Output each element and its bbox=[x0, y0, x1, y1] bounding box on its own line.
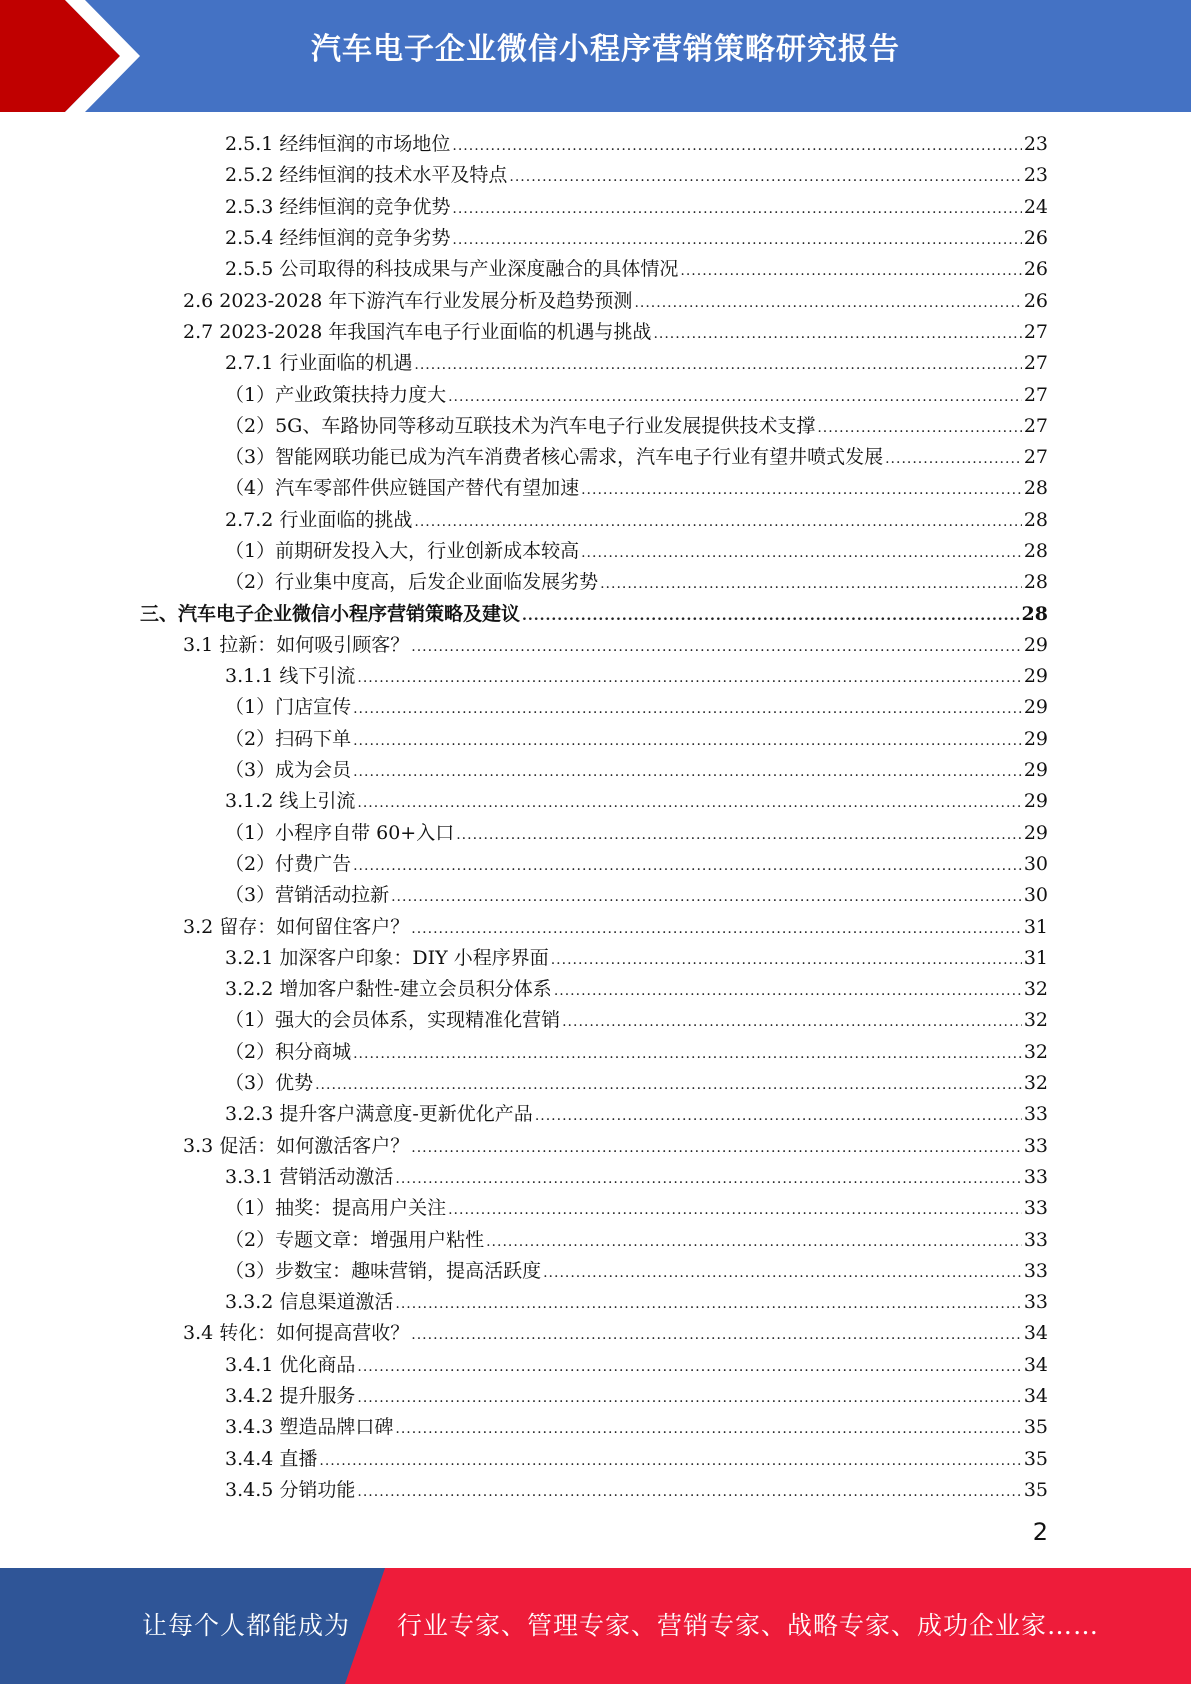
toc-entry-page: 34 bbox=[1023, 1353, 1048, 1376]
toc-entry-line bbox=[225, 1225, 1048, 1252]
toc-entry-line bbox=[225, 1162, 1048, 1189]
toc-entry[interactable] bbox=[0, 190, 1191, 221]
toc-dot-leader bbox=[319, 1453, 1021, 1469]
toc-dot-leader bbox=[414, 357, 1021, 373]
toc-dot-leader bbox=[509, 169, 1021, 185]
toc-entry-line bbox=[225, 223, 1048, 250]
toc-dot-leader bbox=[581, 482, 1022, 498]
toc-dot-leader bbox=[391, 889, 1022, 905]
toc-entry-page: 31 bbox=[1023, 915, 1048, 938]
toc-entry-line bbox=[225, 1350, 1048, 1377]
toc-entry[interactable] bbox=[0, 909, 1191, 940]
toc-entry[interactable] bbox=[0, 283, 1191, 314]
toc-entry-label: 3.2.3 提升客户满意度-更新优化产品 bbox=[225, 1103, 533, 1126]
toc-entry-label: （3）营销活动拉新 bbox=[225, 884, 390, 907]
page-number: 2 bbox=[1032, 1518, 1048, 1546]
toc-dot-leader bbox=[581, 545, 1022, 561]
toc-entry-label: （3）优势 bbox=[225, 1072, 314, 1095]
toc-dot-leader bbox=[600, 576, 1022, 592]
toc-entry-page: 35 bbox=[1023, 1478, 1048, 1501]
toc-entry-page: 27 bbox=[1023, 320, 1048, 343]
toc-entry-line bbox=[225, 755, 1048, 782]
toc-entry-label: 2.5.4 经纬恒润的竞争劣势 bbox=[225, 227, 451, 250]
toc-entry-line bbox=[183, 912, 1048, 939]
toc-dot-leader bbox=[885, 451, 1022, 467]
toc-entry-page: 32 bbox=[1023, 1009, 1048, 1032]
toc-dot-leader bbox=[353, 733, 1022, 749]
toc-entry-line bbox=[225, 505, 1048, 532]
toc-entry-line bbox=[183, 630, 1048, 657]
toc-dot-leader bbox=[653, 326, 1021, 342]
toc-entry[interactable] bbox=[0, 315, 1191, 346]
toc-dot-leader bbox=[353, 701, 1022, 717]
toc-dot-leader bbox=[554, 983, 1022, 999]
toc-entry-line bbox=[225, 129, 1048, 156]
toc-entry[interactable] bbox=[0, 1254, 1191, 1285]
toc-entry-page: 29 bbox=[1023, 665, 1048, 688]
toc-entry-page: 32 bbox=[1023, 1040, 1048, 1063]
toc-entry-page: 32 bbox=[1023, 978, 1048, 1001]
toc-entry-line bbox=[225, 1381, 1048, 1408]
toc-entry-label: （4）汽车零部件供应链国产替代有望加速 bbox=[225, 477, 580, 500]
toc-entry-page: 30 bbox=[1023, 884, 1048, 907]
toc-entry[interactable] bbox=[0, 127, 1191, 158]
toc-entry-line bbox=[183, 286, 1048, 313]
toc-entry-label: 2.5.5 公司取得的科技成果与产业深度融合的具体情况 bbox=[225, 258, 679, 281]
toc-entry-label: （2）扫码下单 bbox=[225, 727, 352, 750]
toc-dot-leader bbox=[395, 1171, 1021, 1187]
toc-entry[interactable] bbox=[0, 1097, 1191, 1128]
toc-entry[interactable] bbox=[0, 1316, 1191, 1347]
toc-dot-leader bbox=[414, 514, 1021, 530]
toc-dot-leader bbox=[353, 764, 1022, 780]
toc-dot-leader bbox=[357, 670, 1021, 686]
toc-entry-line bbox=[183, 317, 1048, 344]
toc-entry-label: 3.3 促活：如何激活客户？ bbox=[183, 1134, 410, 1157]
toc-entry-label: 2.5.1 经纬恒润的市场地位 bbox=[225, 133, 451, 156]
toc-entry-label: （1）抽奖：提高用户关注 bbox=[225, 1197, 447, 1220]
toc-dot-leader bbox=[315, 1077, 1022, 1093]
toc-entry-page: 33 bbox=[1023, 1197, 1048, 1220]
toc-entry-line bbox=[225, 849, 1048, 876]
toc-entry-label: 3.4.1 优化商品 bbox=[225, 1353, 356, 1376]
toc-entry[interactable] bbox=[0, 722, 1191, 753]
toc-entry-page: 34 bbox=[1023, 1385, 1048, 1408]
toc-entry-page: 29 bbox=[1023, 633, 1048, 656]
toc-entry-page: 29 bbox=[1023, 821, 1048, 844]
toc-entry-label: 3.1.2 线上引流 bbox=[225, 790, 356, 813]
toc-entry-label: 3.4.3 塑造品牌口碑 bbox=[225, 1416, 394, 1439]
toc-entry-label: 三、汽车电子企业微信小程序营销策略及建议 bbox=[140, 602, 521, 625]
toc-entry-label: 2.5.2 经纬恒润的技术水平及特点 bbox=[225, 164, 508, 187]
toc-dot-leader bbox=[448, 1202, 1022, 1218]
toc-entry-page: 28 bbox=[1021, 602, 1048, 625]
toc-entry-label: （1）门店宣传 bbox=[225, 696, 352, 719]
toc-entry-label: 3.2.1 加深客户印象：DIY 小程序界面 bbox=[225, 946, 549, 969]
toc-entry-label: 3.4 转化：如何提高营收？ bbox=[183, 1322, 410, 1345]
toc-entry-line bbox=[225, 473, 1048, 500]
toc-entry-line bbox=[225, 380, 1048, 407]
toc-entry-line bbox=[225, 974, 1048, 1001]
toc-entry-page: 28 bbox=[1023, 508, 1048, 531]
toc-entry[interactable] bbox=[0, 628, 1191, 659]
toc-entry-page: 28 bbox=[1023, 540, 1048, 562]
toc-entry[interactable] bbox=[0, 972, 1191, 1003]
toc-entry-label: （3）步数宝：趣味营销，提高活跃度 bbox=[225, 1259, 542, 1282]
toc-entry-page: 34 bbox=[1023, 1322, 1048, 1345]
toc-entry-page: 33 bbox=[1023, 1103, 1048, 1126]
toc-entry-page: 26 bbox=[1023, 289, 1048, 312]
toc-entry-label: （2）积分商城 bbox=[225, 1040, 352, 1063]
toc-entry-label: 3.1 拉新：如何吸引顾客？ bbox=[183, 633, 410, 656]
toc-entry[interactable] bbox=[0, 1410, 1191, 1441]
toc-entry[interactable] bbox=[0, 1285, 1191, 1316]
toc-dot-leader bbox=[411, 1140, 1022, 1156]
toc-entry-line bbox=[225, 192, 1048, 219]
toc-entry-line bbox=[225, 786, 1048, 813]
toc-entry-line bbox=[225, 943, 1048, 970]
toc-entry-label: （2）专题文章：增强用户粘性 bbox=[225, 1228, 485, 1251]
toc-entry[interactable] bbox=[0, 440, 1191, 471]
toc-entry-line bbox=[183, 1318, 1048, 1345]
toc-dot-leader bbox=[448, 389, 1022, 405]
toc-dot-leader bbox=[411, 921, 1022, 937]
toc-entry[interactable] bbox=[0, 847, 1191, 878]
toc-entry-label: 3.1.1 线下引流 bbox=[225, 665, 356, 688]
toc-entry-label: 2.7 2023-2028 年我国汽车电子行业面临的机遇与挑战 bbox=[183, 320, 652, 343]
toc-entry[interactable] bbox=[0, 1441, 1191, 1472]
toc-entry-line bbox=[225, 1037, 1048, 1064]
toc-entry-line bbox=[225, 818, 1048, 845]
toc-entry[interactable] bbox=[0, 534, 1191, 565]
toc-entry[interactable] bbox=[0, 1379, 1191, 1410]
toc-entry-page: 31 bbox=[1023, 946, 1048, 969]
toc-entry-line bbox=[225, 1256, 1048, 1283]
toc-entry[interactable] bbox=[0, 252, 1191, 283]
toc-dot-leader bbox=[551, 952, 1022, 968]
report-title: 汽车电子企业微信小程序营销策略研究报告 bbox=[311, 32, 900, 67]
toc-entry-line bbox=[225, 411, 1048, 438]
toc-entry-page: 29 bbox=[1023, 790, 1048, 813]
toc-dot-leader bbox=[357, 1484, 1021, 1500]
toc-entry-page: 30 bbox=[1023, 852, 1048, 875]
toc-entry-label: （1）产业政策扶持力度大 bbox=[225, 383, 447, 406]
toc-dot-leader bbox=[411, 639, 1022, 655]
toc-entry-line bbox=[225, 1193, 1048, 1220]
toc-entry-label: （2）5G、车路协同等移动互联技术为汽车电子行业发展提供技术支撑 bbox=[225, 414, 816, 437]
toc-dot-leader bbox=[395, 1296, 1021, 1312]
toc-entry[interactable] bbox=[0, 690, 1191, 721]
toc-entry-label: 3.4.5 分销功能 bbox=[225, 1478, 356, 1501]
toc-entry-label: 3.3.1 营销活动激活 bbox=[225, 1165, 394, 1188]
toc-entry-line bbox=[183, 1131, 1048, 1158]
toc-dot-leader bbox=[353, 1046, 1022, 1062]
toc-entry[interactable] bbox=[0, 1222, 1191, 1253]
toc-entry-page: 33 bbox=[1023, 1291, 1048, 1314]
toc-entry[interactable] bbox=[0, 158, 1191, 189]
toc-entry-label: （2）行业集中度高，后发企业面临发展劣势 bbox=[225, 571, 599, 594]
toc-entry-label: 3.4.4 直播 bbox=[225, 1447, 318, 1470]
toc-dot-leader bbox=[456, 827, 1022, 843]
toc-entry[interactable] bbox=[0, 346, 1191, 377]
toc-entry[interactable] bbox=[0, 1160, 1191, 1191]
toc-dot-leader bbox=[452, 232, 1021, 248]
toc-entry-line bbox=[225, 692, 1048, 719]
toc-entry-line bbox=[225, 880, 1048, 907]
toc-entry-line bbox=[225, 661, 1048, 688]
toc-entry-label: 2.7.1 行业面临的机遇 bbox=[225, 352, 413, 375]
toc-entry[interactable] bbox=[0, 596, 1191, 627]
toc-entry-page: 27 bbox=[1023, 414, 1048, 437]
toc-entry-page: 32 bbox=[1023, 1072, 1048, 1095]
toc-entry[interactable] bbox=[0, 878, 1191, 909]
toc-entry-page: 29 bbox=[1023, 727, 1048, 750]
toc-dot-leader bbox=[353, 858, 1022, 874]
toc-entry[interactable] bbox=[0, 659, 1191, 690]
toc-entry-page: 28 bbox=[1023, 477, 1048, 500]
toc-dot-leader bbox=[634, 295, 1021, 311]
toc-entry-page: 28 bbox=[1023, 571, 1048, 594]
toc-dot-leader bbox=[357, 1390, 1021, 1406]
toc-entry-line bbox=[225, 1475, 1048, 1502]
toc-entry-line bbox=[140, 599, 1048, 626]
toc-dot-leader bbox=[395, 1421, 1021, 1437]
toc-entry-line bbox=[225, 567, 1048, 594]
toc-dot-leader bbox=[562, 1014, 1022, 1030]
toc-entry-page: 23 bbox=[1023, 133, 1048, 156]
toc-entry[interactable] bbox=[0, 221, 1191, 252]
toc-dot-leader bbox=[452, 138, 1021, 154]
toc-entry-page: 33 bbox=[1023, 1134, 1048, 1157]
toc-entry-label: （3）智能网联功能已成为汽车消费者核心需求，汽车电子行业有望井喷式发展 bbox=[225, 446, 884, 469]
toc-entry-page: 27 bbox=[1023, 383, 1048, 406]
toc-entry-label: （3）成为会员 bbox=[225, 759, 352, 782]
toc-entry-page: 33 bbox=[1023, 1259, 1048, 1282]
toc-entry-page: 26 bbox=[1023, 258, 1048, 281]
toc-entry-line bbox=[225, 160, 1048, 187]
toc-entry-line bbox=[225, 1068, 1048, 1095]
toc-dot-leader bbox=[357, 795, 1021, 811]
toc-entry-page: 33 bbox=[1023, 1165, 1048, 1188]
toc-entry[interactable] bbox=[0, 471, 1191, 502]
toc-entry[interactable] bbox=[0, 377, 1191, 408]
toc-entry-line bbox=[225, 442, 1048, 469]
toc-entry-label: 2.7.2 行业面临的挑战 bbox=[225, 508, 413, 531]
toc-entry-page: 35 bbox=[1023, 1416, 1048, 1439]
toc-dot-leader bbox=[817, 420, 1021, 436]
page-header bbox=[0, 0, 1191, 112]
toc-entry[interactable] bbox=[0, 503, 1191, 534]
toc-entry-page: 33 bbox=[1023, 1228, 1048, 1251]
toc-entry-page: 24 bbox=[1023, 195, 1048, 218]
toc-entry-page: 27 bbox=[1023, 446, 1048, 469]
toc-dot-leader bbox=[452, 201, 1021, 217]
toc-dot-leader bbox=[486, 1234, 1022, 1250]
toc-entry-line bbox=[225, 1005, 1048, 1032]
toc-entry-page: 35 bbox=[1023, 1447, 1048, 1470]
toc-entry-label: （1）强大的会员体系，实现精准化营销 bbox=[225, 1009, 561, 1032]
toc-dot-leader bbox=[522, 608, 1020, 624]
toc-entry[interactable] bbox=[0, 1066, 1191, 1097]
toc-entry-label: 2.6 2023-2028 年下游汽车行业发展分析及趋势预测 bbox=[183, 289, 633, 312]
toc-entry-line bbox=[225, 254, 1048, 281]
toc-entry[interactable] bbox=[0, 1035, 1191, 1066]
toc-entry-page: 26 bbox=[1023, 227, 1048, 250]
toc-entry[interactable] bbox=[0, 784, 1191, 815]
toc-entry-page: 29 bbox=[1023, 696, 1048, 719]
toc-entry-line bbox=[225, 1412, 1048, 1439]
toc-entry-page: 29 bbox=[1023, 759, 1048, 782]
toc-entry-label: 3.3.2 信息渠道激活 bbox=[225, 1291, 394, 1314]
toc-entry[interactable] bbox=[0, 1129, 1191, 1160]
table-of-contents bbox=[0, 127, 1191, 1504]
toc-entry-line bbox=[225, 348, 1048, 375]
toc-entry-label: 3.2 留存：如何留住客户？ bbox=[183, 915, 410, 938]
toc-entry-label: 2.5.3 经纬恒润的竞争优势 bbox=[225, 195, 451, 218]
toc-entry-line bbox=[225, 1099, 1048, 1126]
toc-entry[interactable] bbox=[0, 1003, 1191, 1034]
toc-entry[interactable] bbox=[0, 816, 1191, 847]
toc-entry[interactable] bbox=[0, 1191, 1191, 1222]
toc-dot-leader bbox=[411, 1327, 1022, 1343]
toc-dot-leader bbox=[357, 1359, 1021, 1375]
toc-entry[interactable] bbox=[0, 1473, 1191, 1504]
toc-dot-leader bbox=[543, 1265, 1022, 1281]
toc-entry[interactable] bbox=[0, 753, 1191, 784]
toc-entry[interactable] bbox=[0, 409, 1191, 440]
toc-dot-leader bbox=[535, 1108, 1022, 1124]
footer-slogan: 让每个人都能成为 bbox=[142, 1611, 351, 1640]
toc-entry[interactable] bbox=[0, 565, 1191, 596]
toc-entry-line bbox=[225, 1444, 1048, 1471]
toc-entry-page: 23 bbox=[1023, 164, 1048, 187]
toc-entry-line bbox=[225, 724, 1048, 751]
toc-entry-label: （2）付费广告 bbox=[225, 852, 352, 875]
toc-entry[interactable] bbox=[0, 1348, 1191, 1379]
toc-entry-label: （1）前期研发投入大，行业创新成本较高 bbox=[225, 540, 580, 562]
toc-entry-label: 3.4.2 提升服务 bbox=[225, 1385, 356, 1408]
toc-entry-line bbox=[225, 1287, 1048, 1314]
toc-entry-page: 27 bbox=[1023, 352, 1048, 375]
toc-entry-label: 3.2.2 增加客户黏性-建立会员积分体系 bbox=[225, 978, 552, 1001]
toc-entry[interactable] bbox=[0, 941, 1191, 972]
page-footer bbox=[0, 1568, 1191, 1684]
toc-entry-label: （1）小程序自带 60+入口 bbox=[225, 821, 455, 844]
toc-dot-leader bbox=[680, 263, 1021, 279]
toc-entry-line bbox=[225, 536, 1048, 563]
footer-roles: 行业专家、管理专家、营销专家、战略专家、成功企业家…… bbox=[397, 1611, 1100, 1640]
